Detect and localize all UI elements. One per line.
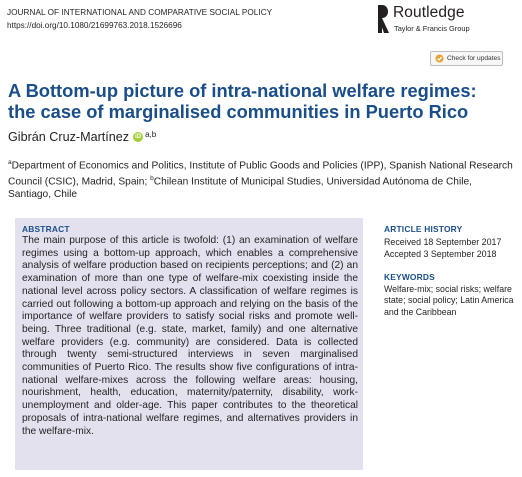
affiliation-a-mark: a [8, 159, 12, 166]
check-for-updates-button[interactable] [430, 51, 503, 66]
check-updates-label: Check for updates [447, 55, 501, 62]
publisher-subtitle: Taylor & Francis Group [394, 24, 470, 33]
routledge-logo-icon [377, 4, 391, 34]
publisher-logo [377, 4, 517, 40]
article-title: A Bottom-up picture of intra-national welfare regimes: the case of marginalised communities in Puerto Rico [8, 80, 477, 122]
doi-link[interactable]: https://doi.org/10.1080/21699763.2018.1526696 [7, 21, 182, 30]
journal-name: JOURNAL OF INTERNATIONAL AND COMPARATIVE SOCIAL POLICY [7, 8, 273, 17]
keywords-heading: KEYWORDS [384, 272, 435, 282]
abstract-heading: ABSTRACT [22, 224, 70, 234]
article-history-heading: ARTICLE HISTORY [384, 224, 463, 234]
affiliation-b: Chilean Institute of Municipal Studies, Universidad Autónoma de Chile, Santiago, Chile [8, 176, 472, 200]
abstract-box [15, 218, 363, 470]
orcid-icon[interactable]: iD [135, 134, 142, 140]
affiliation-a: Department of Economics and Politics, Institute of Public Goods and Policies (IPP), Spanish National Research Council (CSIC), Madrid, Spain; [8, 160, 513, 188]
publisher-name: Routledge [393, 4, 465, 21]
affiliation-b-mark: b [150, 174, 154, 182]
keywords-text: Welfare-mix; social risks; welfare state; social policy; Latin America and the Caribbean [384, 284, 514, 317]
author-line [8, 130, 156, 144]
received-date: Received 18 September 2017 [384, 237, 502, 247]
check-updates-icon [435, 54, 444, 63]
affiliations [8, 157, 513, 202]
author-affiliation-marks: a,b [145, 130, 157, 139]
author-name[interactable]: Gibrán Cruz-Martínez [8, 130, 130, 144]
accepted-date: Accepted 3 September 2018 [384, 249, 497, 259]
abstract-text: The main purpose of this article is twofold: (1) an examination of welfare regimes using a bottom-up approach, which enables a comprehensive analysis of welfare production based on recipients perceptions; and (2) an examination of more than one type of welfare-mix coexisting inside the national level across policy sectors. A classification of welfare regimes is carried out following a bottom-up approach and relying on the basis of the importance of welfare providers to satisfy social risks and promote well-being. Three traditional (e.g. state, market, family) and one alternative welfare providers (e.g. community) are considered. Data is collected through twenty semi-structured interviews in seven marginalised communities of Puerto Rico. The results show five configurations of intra-national welfare-mixes across the following welfare areas: housing, nourishment, health, education, maternity/paternity, disability, work-unemployment and older-age. This paper contributes to the theoretical proposals of intra-national welfare regimes, and alternatives providers in the welfare-mix. [22, 235, 358, 437]
